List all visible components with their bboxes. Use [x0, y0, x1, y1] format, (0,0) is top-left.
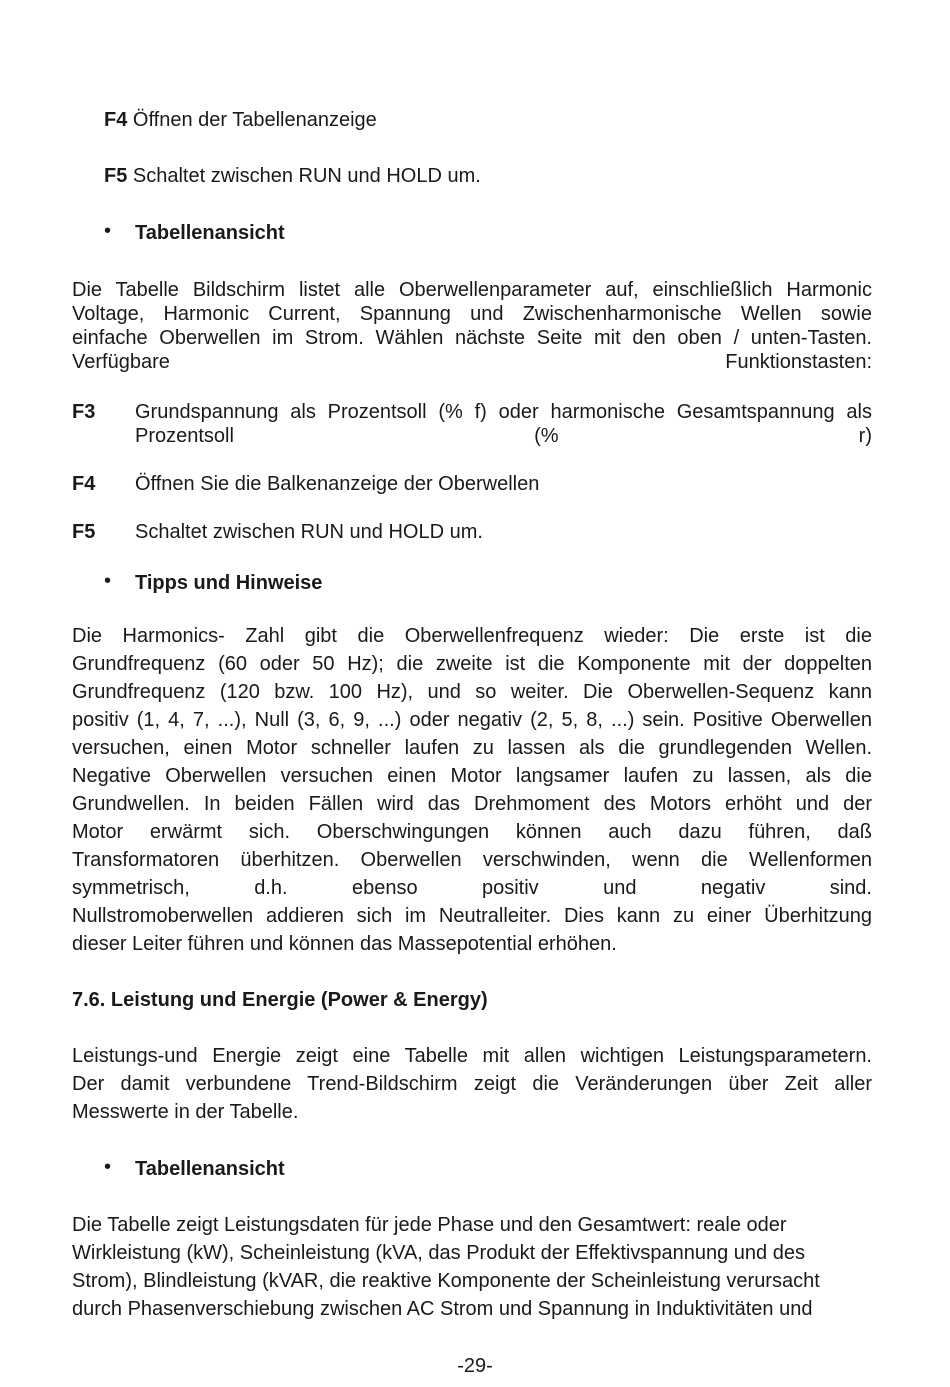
- key-label: F5: [72, 521, 96, 543]
- key-label: F4: [104, 109, 128, 131]
- top-key-f5: [104, 165, 481, 188]
- paragraph-line: Verfügbare Funktionstasten:: [72, 351, 872, 373]
- section-heading: Tabellenansicht: [135, 1158, 285, 1180]
- paragraph-line: Leistungs-und Energie zeigt eine Tabelle mit allen wichtigen Leistungsparametern.: [72, 1045, 872, 1067]
- key-description: Grundspannung als Prozentsoll (% f) oder harmonische Gesamtspannung als: [135, 401, 872, 423]
- bullet-icon: •: [104, 570, 112, 592]
- paragraph-line: durch Phasenverschiebung zwischen AC Strom und Spannung in Induktivitäten und: [72, 1298, 813, 1320]
- paragraph-line: Die Tabelle Bildschirm listet alle Oberwellenparameter auf, einschließlich Harmonic: [72, 279, 872, 301]
- paragraph-line: positiv (1, 4, 7, ...), Null (3, 6, 9, ...) oder negativ (2, 5, 8, ...) sein. Positive Oberwellen: [72, 709, 872, 731]
- page-number: -29-: [457, 1355, 493, 1377]
- paragraph-line: Grundfrequenz (60 oder 50 Hz); die zweite ist die Komponente mit der doppelten: [72, 653, 872, 675]
- top-key-f4: [104, 109, 377, 132]
- paragraph-line: Motor erwärmt sich. Oberschwingungen können auch dazu führen, daß: [72, 821, 872, 843]
- bullet-icon: •: [104, 220, 112, 242]
- paragraph-line: Die Harmonics- Zahl gibt die Oberwellenfrequenz wieder: Die erste ist die: [72, 625, 872, 647]
- paragraph-line: Messwerte in der Tabelle.: [72, 1101, 299, 1123]
- paragraph-line: Strom), Blindleistung (kVAR, die reaktive Komponente der Scheinleistung verursacht: [72, 1270, 820, 1292]
- key-label: F4: [72, 473, 96, 495]
- key-description: Öffnen der Tabellenanzeige: [132, 109, 377, 131]
- paragraph-line: Der damit verbundene Trend-Bildschirm zeigt die Veränderungen über Zeit aller: [72, 1073, 872, 1095]
- section-heading: 7.6. Leistung und Energie (Power & Energy): [72, 989, 488, 1011]
- key-description: Schaltet zwischen RUN und HOLD um.: [135, 521, 483, 543]
- paragraph-line: Voltage, Harmonic Current, Spannung und Zwischenharmonische Wellen sowie: [72, 303, 872, 325]
- paragraph-line: Grundwellen. In beiden Fällen wird das Drehmoment des Motors erhöht und der: [72, 793, 872, 815]
- paragraph-line: Nullstromoberwellen addieren sich im Neutralleiter. Dies kann zu einer Überhitzung: [72, 905, 872, 927]
- bullet-icon: •: [104, 1156, 112, 1178]
- paragraph-line: dieser Leiter führen und können das Massepotential erhöhen.: [72, 933, 617, 955]
- key-description: Prozentsoll (% r): [135, 425, 872, 447]
- key-label: F5: [104, 165, 128, 187]
- key-description: Öffnen Sie die Balkenanzeige der Oberwellen: [135, 473, 540, 495]
- paragraph-line: versuchen, einen Motor schneller laufen zu lassen als die grundlegenden Wellen.: [72, 737, 872, 759]
- paragraph-line: symmetrisch, d.h. ebenso positiv und negativ sind.: [72, 877, 872, 899]
- key-description: Schaltet zwischen RUN und HOLD um.: [132, 165, 481, 187]
- section-heading: Tabellenansicht: [135, 222, 285, 244]
- paragraph-line: Negative Oberwellen versuchen einen Motor langsamer laufen zu lassen, als die: [72, 765, 872, 787]
- paragraph-line: Wirkleistung (kW), Scheinleistung (kVA, das Produkt der Effektivspannung und des: [72, 1242, 805, 1264]
- paragraph-line: einfache Oberwellen im Strom. Wählen nächste Seite mit den oben / unten-Tasten.: [72, 327, 872, 349]
- paragraph-line: Die Tabelle zeigt Leistungsdaten für jede Phase und den Gesamtwert: reale oder: [72, 1214, 787, 1236]
- key-label: F3: [72, 401, 96, 423]
- paragraph-line: Transformatoren überhitzen. Oberwellen verschwinden, wenn die Wellenformen: [72, 849, 872, 871]
- paragraph-line: Grundfrequenz (120 bzw. 100 Hz), und so weiter. Die Oberwellen-Sequenz kann: [72, 681, 872, 703]
- section-heading: Tipps und Hinweise: [135, 572, 323, 594]
